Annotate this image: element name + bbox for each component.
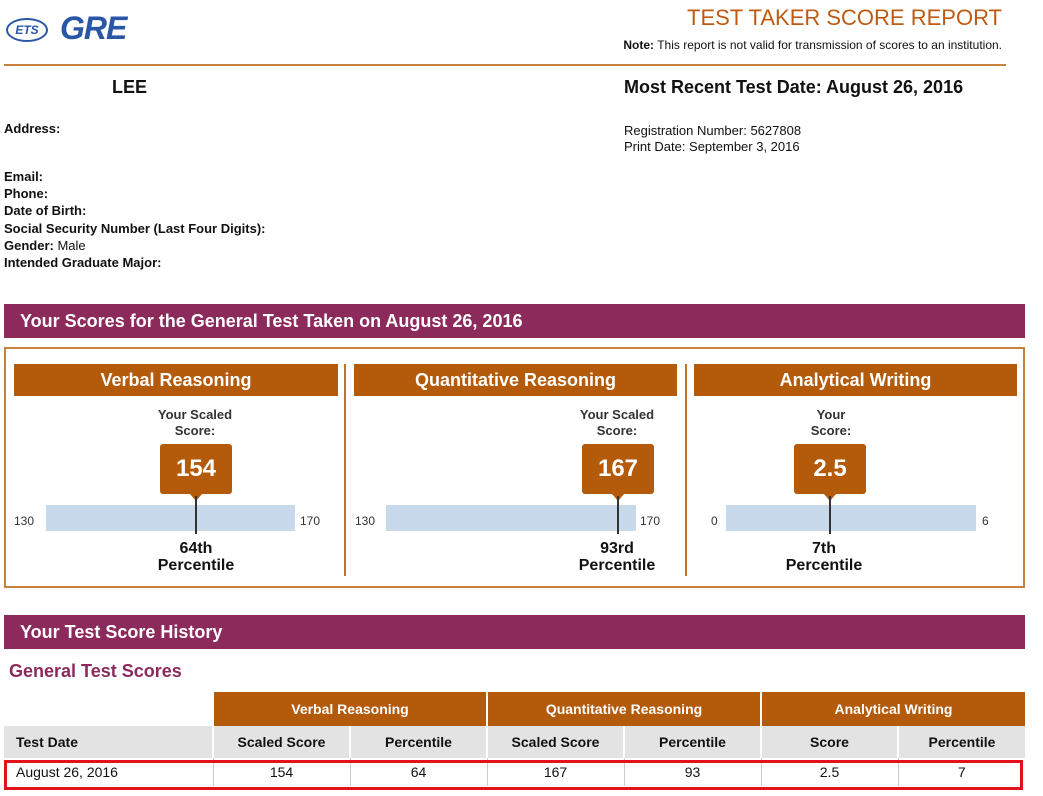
ssn-label: Social Security Number (Last Four Digits): [4, 221, 266, 236]
quant-needle [617, 496, 619, 534]
quant-min: 130 [355, 514, 376, 528]
writing-percentile: 7th Percentile [785, 540, 863, 574]
verbal-max: 170 [300, 514, 321, 528]
gender-value: Male [57, 238, 86, 253]
report-note [623, 38, 1002, 52]
quant-header: Quantitative Reasoning [354, 364, 677, 396]
cell-verbal-percentile: 64 [350, 758, 487, 786]
column-divider [685, 364, 687, 576]
print-date: Print Date: September 3, 2016 [624, 139, 800, 154]
gender-field [4, 238, 86, 253]
report-title: TEST TAKER SCORE REPORT [687, 5, 1002, 30]
verbal-score-label: Your Scaled Score: [157, 407, 233, 438]
group-header-verbal: Verbal Reasoning [213, 692, 487, 726]
quant-max: 170 [640, 514, 661, 528]
quant-range-bar [386, 505, 636, 531]
cell-quant-percentile: 93 [624, 758, 761, 786]
writing-header: Analytical Writing [694, 364, 1017, 396]
scores-section-title: Your Scores for the General Test Taken on August 26, 2016 [4, 304, 1025, 338]
table-empty-cell [4, 692, 213, 726]
verbal-percentile: 64th Percentile [157, 540, 235, 574]
verbal-needle [195, 496, 197, 534]
writing-needle [829, 496, 831, 534]
general-test-scores-title: General Test Scores [9, 661, 182, 681]
cell-quant-score: 167 [487, 758, 624, 786]
gre-logo: GRE [60, 10, 127, 46]
column-header: Percentile [350, 726, 487, 758]
cell-verbal-score: 154 [213, 758, 350, 786]
note-text: This report is not valid for transmission of scores to an institution. [657, 38, 1002, 52]
email-label: Email: [4, 169, 44, 184]
quant-score-label: Your Scaled Score: [579, 407, 655, 438]
group-header-quant: Quantitative Reasoning [487, 692, 761, 726]
quant-score-box: 167 [582, 444, 654, 494]
gender-label: Gender: [4, 238, 54, 253]
quant-percentile: 93rd Percentile [578, 540, 656, 574]
table-row [4, 758, 1025, 786]
verbal-min: 130 [14, 514, 35, 528]
column-divider [344, 364, 346, 576]
writing-min: 0 [711, 514, 718, 528]
phone-label: Phone: [4, 186, 49, 201]
verbal-range-bar [46, 505, 295, 531]
column-header: Test Date [4, 726, 213, 758]
history-section-title: Your Test Score History [4, 615, 1025, 649]
writing-max: 6 [982, 514, 989, 528]
major-label: Intended Graduate Major: [4, 255, 162, 270]
cell-test-date: August 26, 2016 [16, 764, 118, 780]
cell-writing-score: 2.5 [761, 758, 898, 786]
ets-logo: ETS [6, 18, 48, 42]
note-label: Note: [623, 38, 655, 52]
column-header: Scaled Score [487, 726, 624, 758]
column-header: Scaled Score [213, 726, 350, 758]
writing-score-box: 2.5 [794, 444, 866, 494]
most-recent-test-date: Most Recent Test Date: August 26, 2016 [624, 77, 964, 97]
dob-label: Date of Birth: [4, 203, 87, 218]
score-history-table [4, 692, 1025, 786]
registration-number: Registration Number: 5627808 [624, 123, 802, 138]
verbal-score-box: 154 [160, 444, 232, 494]
column-header: Score [761, 726, 898, 758]
address-label: Address: [4, 121, 61, 136]
column-header: Percentile [898, 726, 1025, 758]
registration-info [624, 123, 801, 155]
header-divider [4, 64, 1006, 66]
cell-writing-percentile: 7 [898, 758, 1025, 786]
verbal-header: Verbal Reasoning [14, 364, 338, 396]
taker-name: LEE [112, 77, 148, 97]
table-group-header-row [4, 692, 1025, 726]
table-column-header-row [4, 726, 1025, 758]
writing-score-label: Your Score: [810, 407, 852, 438]
writing-range-bar [726, 505, 976, 531]
group-header-writing: Analytical Writing [761, 692, 1025, 726]
column-header: Percentile [624, 726, 761, 758]
